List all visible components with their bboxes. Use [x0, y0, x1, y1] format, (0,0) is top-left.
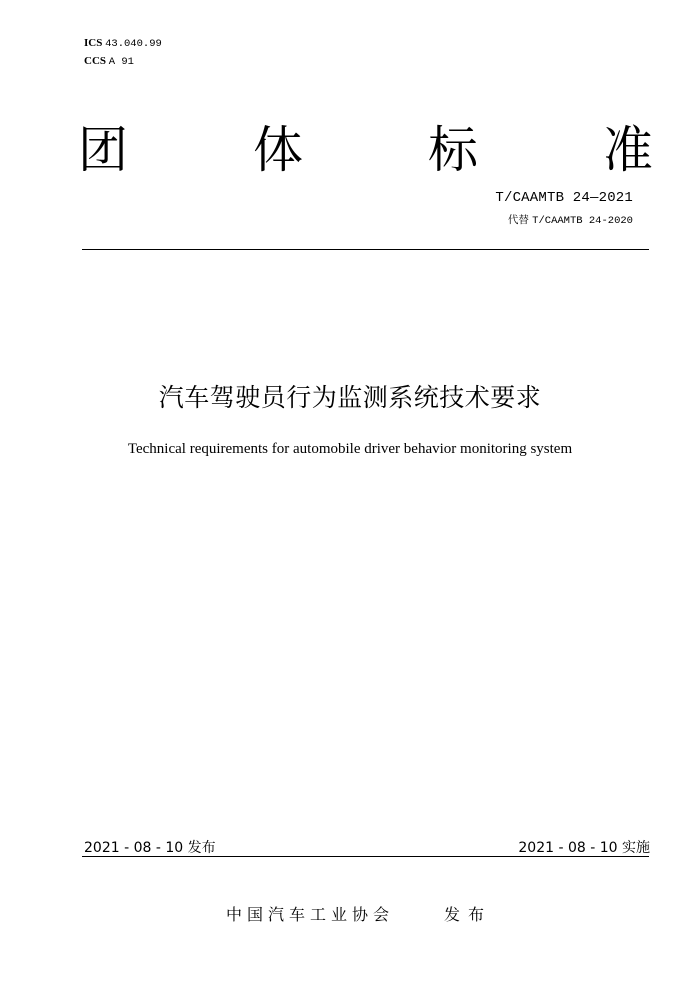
heading-char: 准 [603, 121, 653, 179]
heading-char: 体 [253, 121, 303, 179]
document-title-english: Technical requirements for automobile driver behavior monitoring system [127, 441, 573, 457]
standard-number: T/CAAMTB 24—2021 [495, 190, 633, 206]
ccs-classification [84, 54, 134, 69]
heading-char: 标 [428, 121, 478, 179]
publisher-name: 中国汽车工业协会 [226, 905, 395, 924]
top-divider [82, 249, 649, 250]
standard-type-heading [78, 120, 653, 180]
implementation-date: 2021 - 08 - 10 实施 [518, 840, 650, 856]
issue-date: 2021 - 08 - 10 发布 [84, 840, 216, 856]
document-title-chinese: 汽车驾驶员行为监测系统技术要求 [158, 383, 542, 412]
publish-label: 发布 [444, 905, 493, 924]
ccs-label: CCS [84, 55, 107, 67]
ics-value: 43.040.99 [105, 38, 162, 50]
ics-classification [84, 36, 162, 51]
heading-char: 团 [78, 121, 128, 179]
bottom-divider [82, 856, 649, 857]
replaces-note [508, 212, 633, 227]
replaces-code: T/CAAMTB 24-2020 [532, 215, 633, 227]
replaces-prefix: 代替 [507, 214, 529, 226]
ccs-value: A 91 [108, 56, 134, 68]
ics-label: ICS [84, 37, 103, 49]
